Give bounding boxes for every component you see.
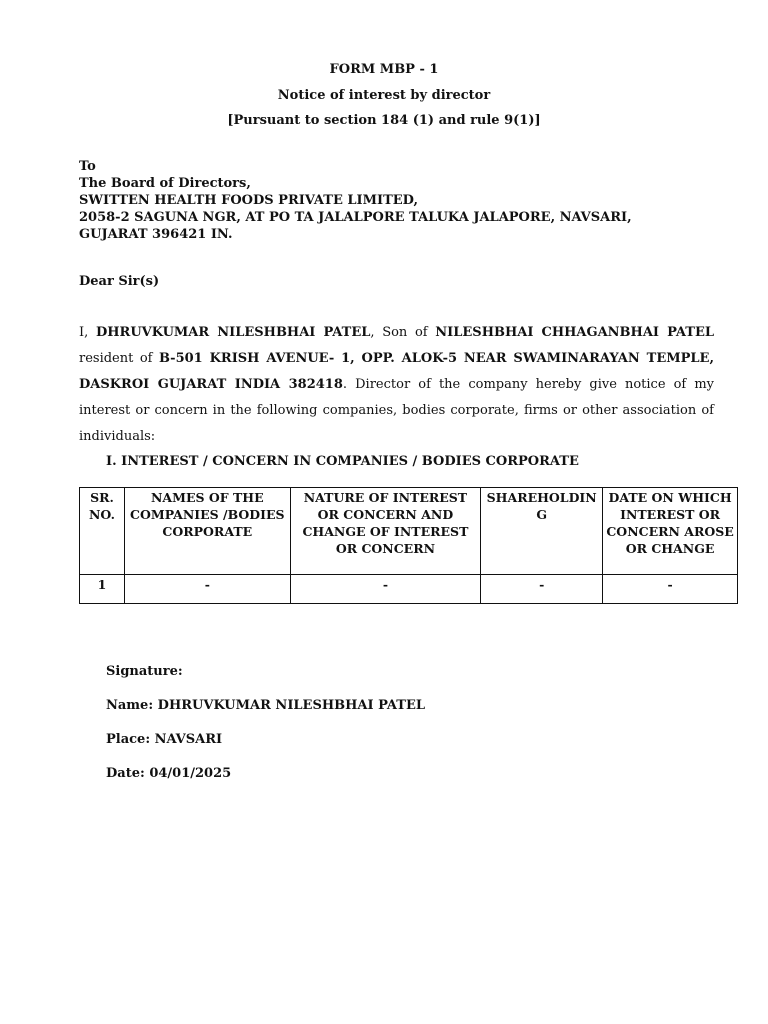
form-pursuant: [Pursuant to section 184 (1) and rule 9(1)]	[227, 113, 541, 128]
place-label: Place:	[106, 732, 155, 747]
header-names: NAMES OF THE COMPANIES /BODIES CORPORATE	[124, 488, 290, 575]
cell-shareholding: -	[481, 575, 603, 604]
header-nature: NATURE OF INTEREST OR CONCERN AND CHANGE OF INTEREST OR CONCERN	[290, 488, 481, 575]
cell-sr-no: 1	[80, 575, 125, 604]
interest-table	[79, 487, 738, 604]
header-sr-no: SR. NO.	[80, 488, 125, 575]
date-value: 04/01/2025	[149, 766, 232, 781]
signature-name	[106, 698, 425, 713]
address-line-1: 2058-2 SAGUNA NGR, AT PO TA JALALPORE TALUKA JALAPORE, NAVSARI,	[79, 210, 632, 225]
table-header-row	[80, 488, 738, 575]
form-title: FORM MBP - 1	[329, 62, 439, 77]
header-date	[603, 488, 738, 575]
date-label: Date:	[106, 766, 150, 781]
signature-label: Signature:	[106, 664, 183, 679]
father-name: NILESHBHAI CHHAGANBHAI PATEL	[435, 325, 714, 340]
signature-date	[106, 766, 231, 781]
header-shareholding: SHAREHOLDIN G	[481, 488, 603, 575]
signature-place	[106, 732, 222, 747]
address-line-2: GUJARAT 396421 IN.	[79, 227, 233, 242]
address-board: The Board of Directors,	[79, 176, 251, 191]
table-row	[80, 575, 738, 604]
body-resident-of: resident of	[79, 351, 159, 366]
notice-paragraph	[79, 320, 714, 450]
body-i: I,	[79, 325, 96, 340]
cell-nature: -	[290, 575, 481, 604]
name-value: DHRUVKUMAR NILESHBHAI PATEL	[157, 698, 426, 713]
address-company: SWITTEN HEALTH FOODS PRIVATE LIMITED,	[79, 193, 419, 208]
body-son-of: , Son of	[370, 325, 436, 340]
address-to: To	[79, 159, 96, 174]
cell-date: -	[603, 575, 738, 604]
residence-address: B-501 KRISH AVENUE- 1, OPP. ALOK-5 NEAR SWAMINARAYAN TEMPLE, DASKROI GUJARAT INDIA 382418	[79, 351, 714, 392]
name-label: Name:	[106, 698, 158, 713]
section-title: I. INTEREST / CONCERN IN COMPANIES / BODIES CORPORATE	[106, 454, 579, 469]
body-notice-text: . Director of the company hereby give notice of my interest or concern in the following companies, bodies corporate, firms or other association of individuals:	[79, 377, 715, 444]
form-subtitle: Notice of interest by director	[277, 88, 491, 103]
header-date-line-2: OR CHANGE	[625, 541, 715, 556]
salutation: Dear Sir(s)	[79, 274, 160, 289]
director-name: DHRUVKUMAR NILESHBHAI PATEL	[95, 325, 371, 340]
header-date-line-1: DATE ON WHICH INTEREST OR CONCERN AROSE	[606, 490, 734, 539]
place-value: NAVSARI	[154, 732, 223, 747]
cell-names: -	[124, 575, 290, 604]
